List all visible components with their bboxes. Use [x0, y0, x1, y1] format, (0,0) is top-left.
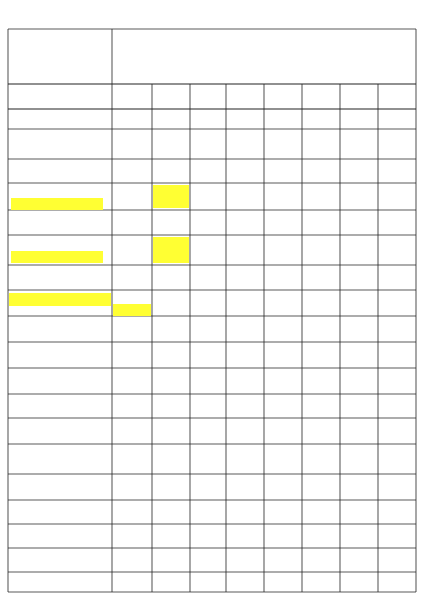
exercise-name-highlight [9, 293, 111, 306]
alt-weight-highlight [153, 185, 189, 208]
exercise-sub-highlight [11, 251, 103, 263]
alt-weight-highlight [153, 237, 189, 263]
set-count-highlight [113, 304, 151, 316]
exercise-sub-highlight [11, 198, 103, 210]
